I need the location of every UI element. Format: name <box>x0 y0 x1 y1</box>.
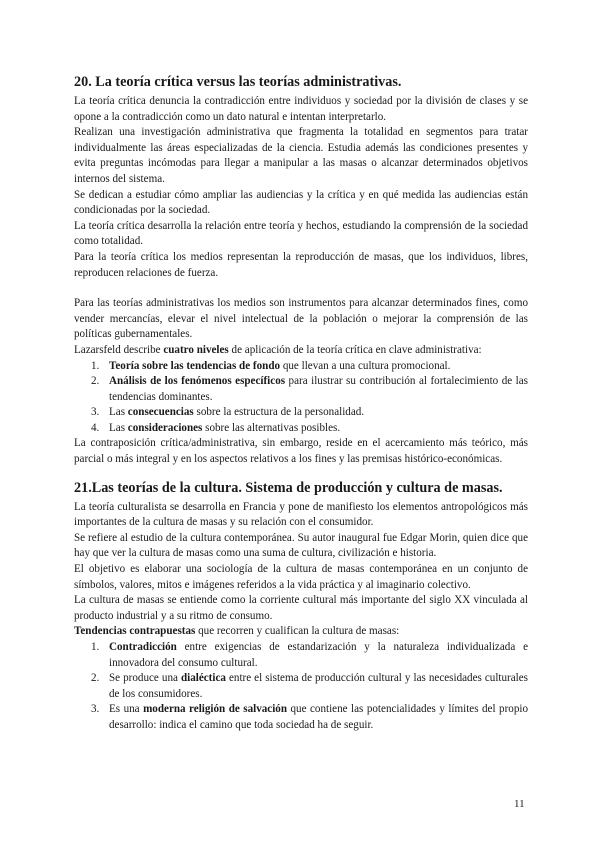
list-item-pre: Es una <box>109 703 144 716</box>
list-item <box>74 640 528 671</box>
list-item-bold: consideraciones <box>127 421 203 434</box>
section-20-paragraph-8: La contraposición crítica/administrativa, sin embargo, reside en el acercamiento más teórico, más parcial o más integral y en los aspectos relativos a los fines y las premisas histórico-económicas. <box>74 437 528 466</box>
list-item-text: que contiene las potencialidades y límites del propio desarrollo: indica el camino que toda sociedad ha de seguir. <box>109 703 528 731</box>
list-number: 2. <box>91 375 100 388</box>
list-item-bold: Teoría sobre las tendencias de fondo <box>109 359 281 372</box>
section-20-title: 20. La teoría crítica versus las teorías administrativas. <box>74 74 402 90</box>
section-20-list <box>74 359 528 437</box>
section-20-paragraph-6: Para las teorías administrativas los medios son instrumentos para alcanzar determinados fines, como vender mercancías, elevar el nivel intelectual de la población o mejorar la comprensión de las políticas gubernamentales. <box>74 297 528 341</box>
section-21-list <box>74 640 528 734</box>
section-20-paragraph-4: La teoría crítica desarrolla la relación entre teoría y hechos, estudiando la comprensión de la sociedad como totalidad. <box>74 219 528 248</box>
list-item-bold: Análisis de los fenómenos específicos <box>109 375 286 388</box>
p7-text-pre: Lazarsfeld describe <box>74 343 164 356</box>
list-item <box>74 702 528 733</box>
section-21-paragraph-3: El objetivo es elaborar una sociología de la cultura de masas contemporánea en un conjunto de símbolos, valores, mitos e imágenes referidos a la vida práctica y al imaginario colectivo. <box>74 563 528 591</box>
section-20-paragraph-2: Realizan una investigación administrativa que fragmenta la totalidad en segmentos para tratar individualmente las áreas especializadas de la ciencia. Estudia además las condiciones presentes y evita preguntas incómodas para llegar a manipular a las masas o alcanzar determinados objetivos internos del sistema. <box>74 126 528 185</box>
list-item <box>74 405 528 421</box>
p7-bold: cuatro niveles <box>163 343 229 356</box>
section-21-title: 21.Las teorías de la cultura. Sistema de producción y cultura de masas. <box>74 479 503 496</box>
list-item-text: sobre las alternativas posibles. <box>202 421 341 434</box>
list-number: 1. <box>91 641 100 653</box>
section-20-paragraph-7 <box>74 343 528 359</box>
list-item-pre: Las <box>109 421 128 434</box>
section-20-paragraph-3: Se dedican a estudiar cómo ampliar las audiencias y la crítica y en qué medida las audiencias están condicionadas por la sociedad. <box>74 188 528 217</box>
section-21-paragraph-4: La cultura de masas se entiende como la corriente cultural más importante del siglo XX vinculada al producto industrial y a su ritmo de consumo. <box>74 594 528 622</box>
list-number: 4. <box>91 421 100 434</box>
list-item-text: entre el sistema de producción cultural y las necesidades culturales de los consumidores. <box>109 672 528 700</box>
list-number: 3. <box>91 406 100 419</box>
page-content <box>74 74 528 734</box>
list-item-bold: Contradicción <box>109 641 177 653</box>
list-item <box>74 359 528 375</box>
section-21-paragraph-2: Se refiere al estudio de la cultura contemporánea. Su autor inaugural fue Edgar Morin, quien dice que hay que ver la cultura de masas como una suma de cultura, civilización e historia. <box>74 531 528 560</box>
paragraph-spacer <box>74 281 528 296</box>
list-number: 3. <box>91 703 100 716</box>
section-21-paragraph-1: La teoría culturalista se desarrolla en Francia y pone de manifiesto los elementos antropológicos más importantes de la cultura de masas y su relación con el consumidor. <box>74 500 528 529</box>
list-item <box>74 671 528 702</box>
p5-bold: Tendencias contrapuestas <box>74 625 196 638</box>
p7-text-post: de aplicación de la teoría crítica en clave administrativa: <box>228 343 482 356</box>
list-number: 1. <box>91 359 100 372</box>
page-number: 11 <box>514 798 525 810</box>
list-item <box>74 374 528 405</box>
list-item-bold: dialéctica <box>180 672 226 685</box>
list-number: 2. <box>91 672 100 685</box>
list-item-pre: Las <box>109 406 128 419</box>
list-item-text: que llevan a una cultura promocional. <box>280 359 451 372</box>
section-20-paragraph-5: Para la teoría crítica los medios representan la reproducción de masas, que los individuos, libres, reproducen relaciones de fuerza. <box>74 250 528 279</box>
list-item-pre: Se produce una <box>109 672 181 685</box>
section-20-paragraph-1: La teoría crítica denuncia la contradicción entre individuos y sociedad por la división de clases y se opone a la contradicción como un dato natural e intentan interpretarlo. <box>74 95 528 123</box>
list-item-text: para ilustrar su contribución al fortalecimiento de las tendencias dominantes. <box>109 375 529 403</box>
list-item-bold: consecuencias <box>127 406 194 419</box>
p5-text-post: que recorren y cualifican la cultura de masas: <box>195 625 400 638</box>
list-item <box>74 421 528 437</box>
section-21-paragraph-5 <box>74 624 528 640</box>
list-item-text: entre exigencias de estandarización y la naturaleza individualizada e innovadora del consumo cultural. <box>109 641 528 669</box>
section-spacer <box>74 468 528 480</box>
list-item-bold: moderna religión de salvación <box>143 703 288 716</box>
list-item-text: sobre la estructura de la personalidad. <box>193 406 365 419</box>
